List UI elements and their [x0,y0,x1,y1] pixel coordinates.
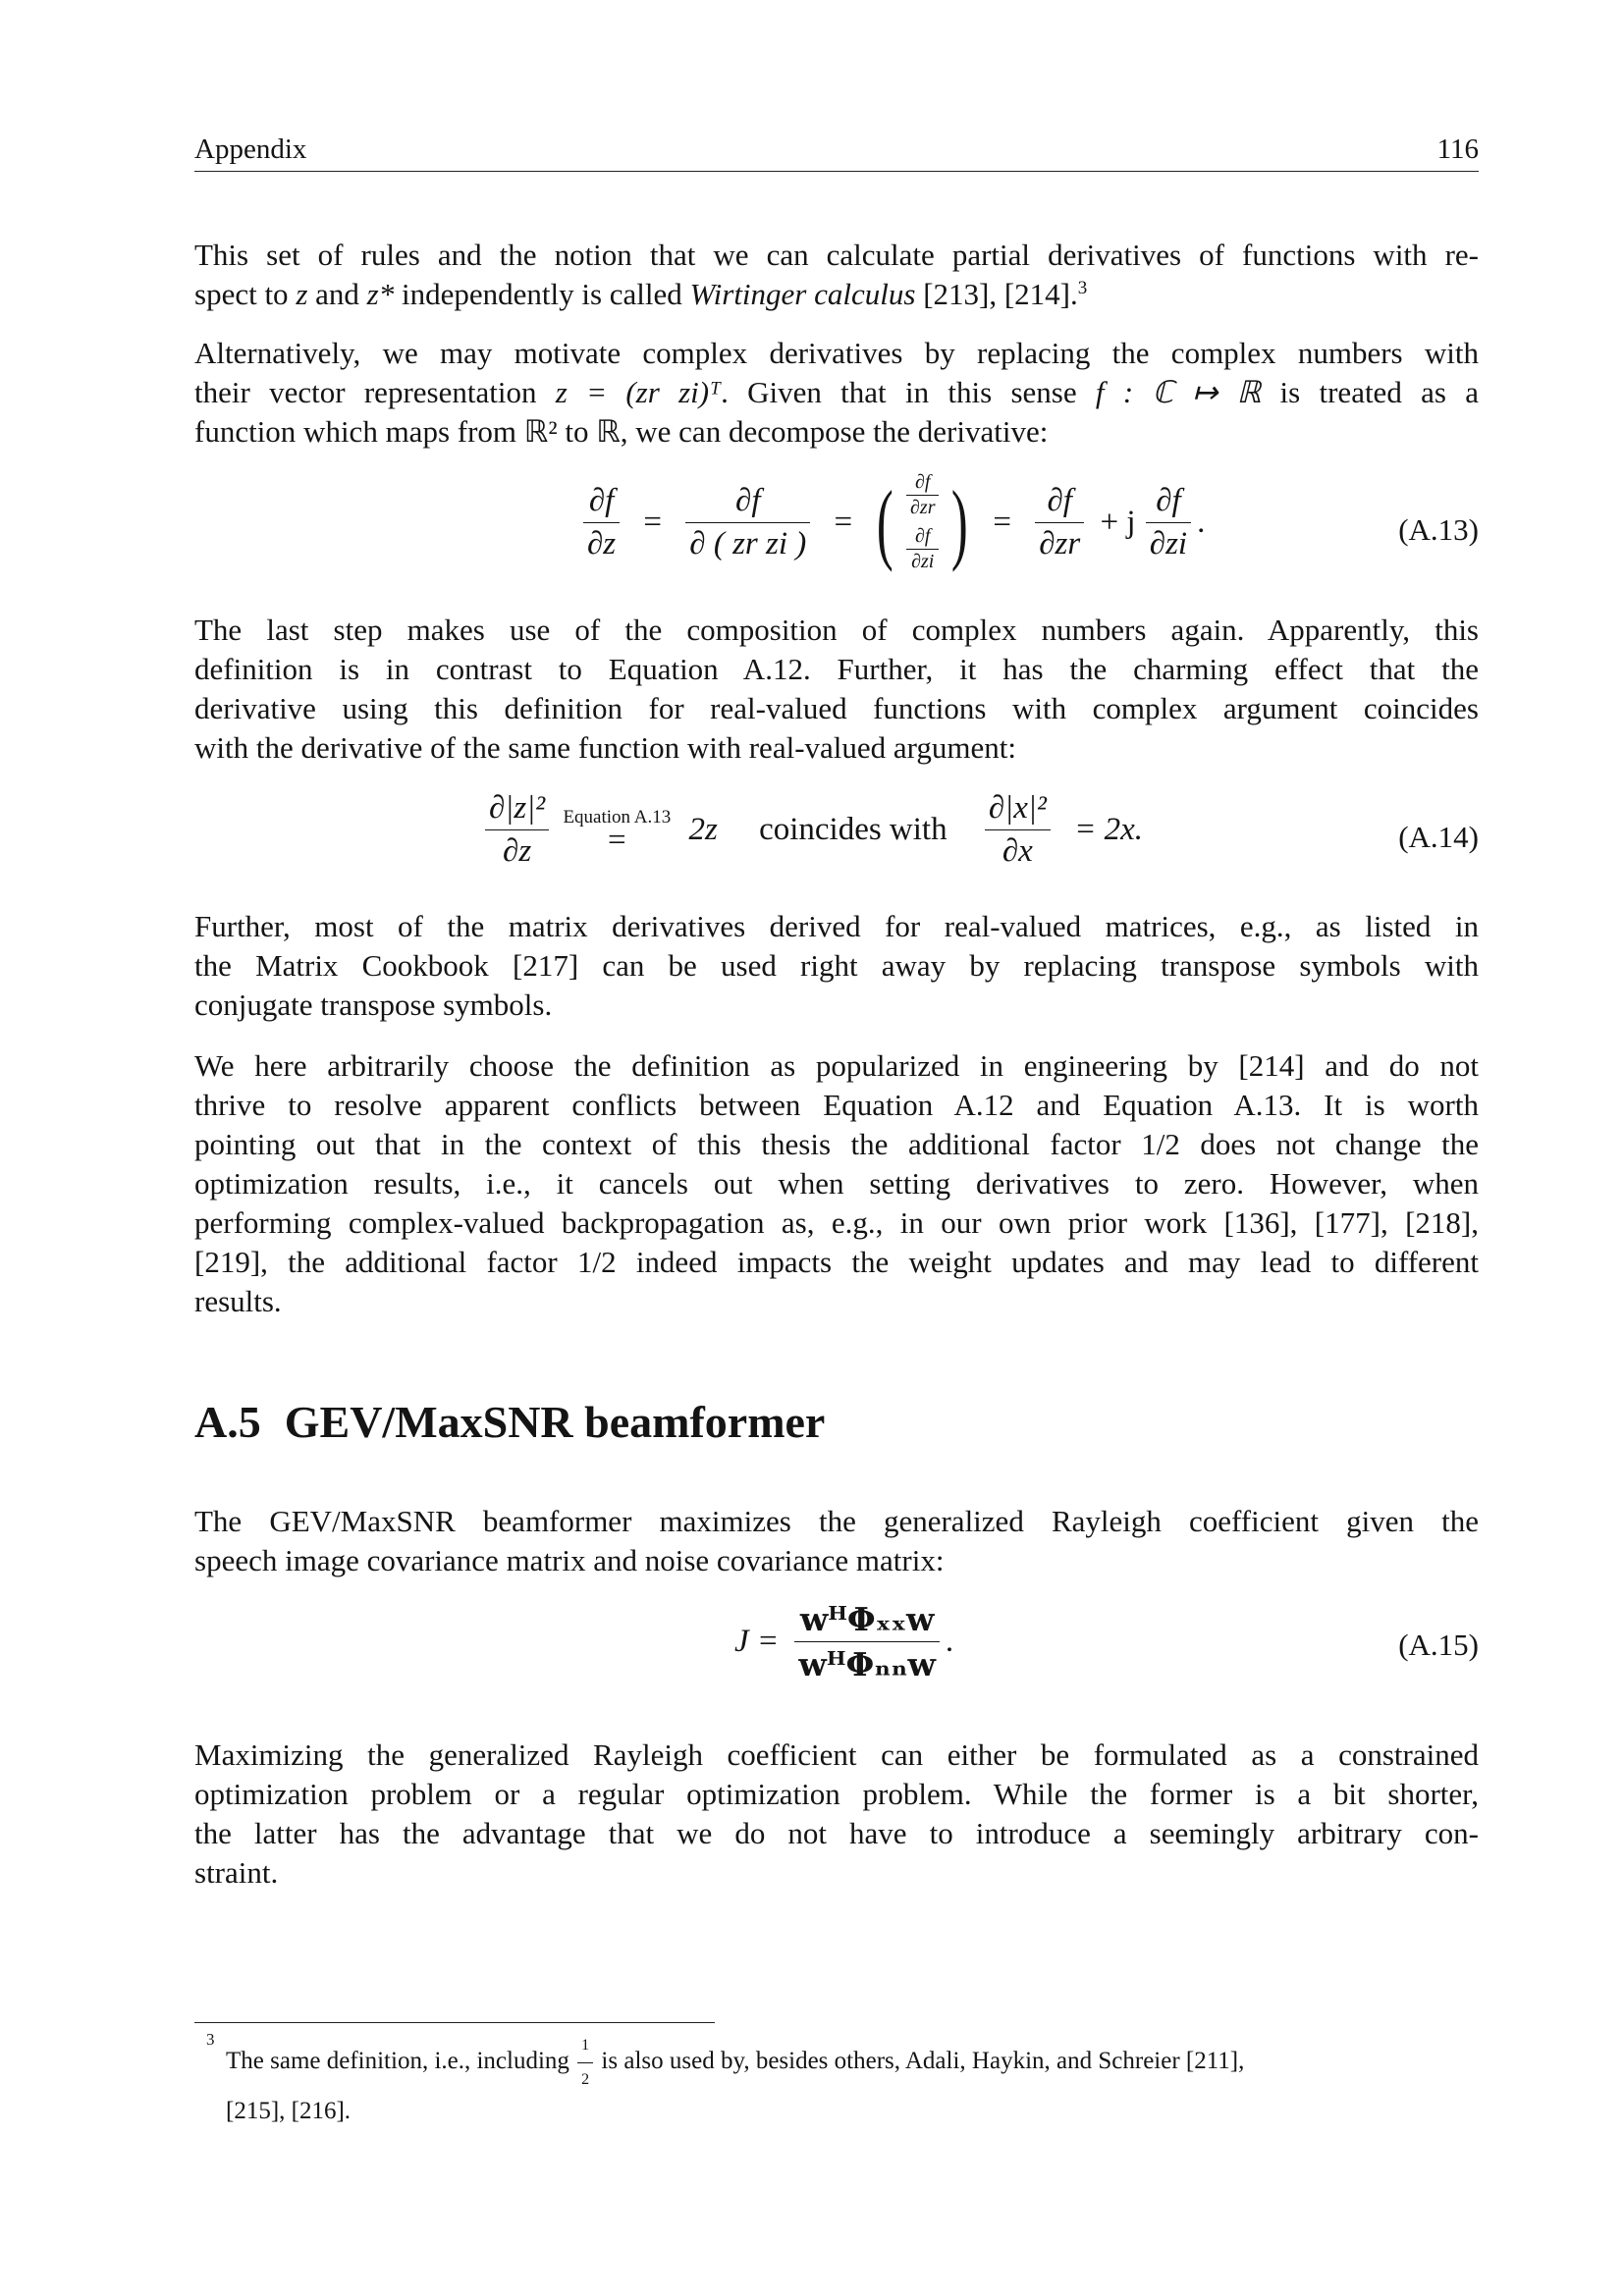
equals-label: Equation A.13 [563,806,672,828]
text-line: conjugate transpose symbols. [194,988,553,1022]
equals-with-label [563,806,672,858]
math-term: 2z [688,812,718,847]
plus-j: + j [1100,504,1136,540]
equation-body [479,790,1153,870]
text-line: speech image covariance matrix and noise covariance matrix: [194,1543,945,1577]
paragraph-composition [194,611,1479,768]
numerator: ∂f [1035,483,1084,523]
equals-sign: = [608,822,626,858]
fraction [794,1600,939,1683]
footnote-marker[interactable]: 3 [1077,278,1088,298]
text-line: Maximizing the generalized Rayleigh coefficient can either be formulated as a constrained [194,1737,1479,1772]
fraction [1146,483,1191,562]
math-term: J = [734,1624,780,1659]
denominator: ∂zr [1039,525,1081,561]
paragraph-gev-intro [194,1502,1479,1580]
text-line: The last step makes use of the composition of complex numbers again. Apparently, this [194,613,1479,647]
text-span: . Given that in this sense [721,375,1096,409]
numerator: ∂|z|² [485,790,549,830]
fraction [906,471,939,519]
math-inline: z = (zr zi)ᵀ [555,375,722,409]
denominator: ∂ ( zr zi ) [689,525,807,561]
text-line: the latter has the advantage that we do not have to introduce a seemingly arbitrary con- [194,1816,1479,1850]
math-inline: f : ℂ ↦ ℝ [1095,375,1262,409]
left-paren: ( [877,472,894,572]
denominator: ∂x [1001,833,1033,869]
emphasized-term: Wirtinger calculus [689,277,916,311]
paragraph-definition-choice [194,1046,1479,1321]
gradient-column [900,471,945,573]
period: . [945,1624,954,1659]
equation-body [725,1600,953,1683]
footnote-line [226,2037,1245,2088]
numerator: 1 [577,2030,593,2063]
footnote-mark: 3 [206,2030,215,2049]
math-var: z* [366,277,395,311]
text-line: straint. [194,1855,279,1890]
equals-sign: = [834,504,853,540]
half-fraction [577,2030,593,2096]
equation-a13 [194,471,1479,589]
footnote-rule [194,2022,715,2023]
equation-number: (A.14) [1398,820,1479,854]
numerator: ∂f [583,483,620,523]
text-line: optimization problem or a regular optimization problem. While the former is a bit shorter, [194,1777,1479,1811]
footnote-line: [215], [216]. [226,2098,352,2124]
numerator: ∂f [906,471,939,496]
text-line: the Matrix Cookbook [217] can be used right away by replacing transpose symbols with [194,948,1479,983]
text-span: is treated as a [1261,375,1479,409]
denominator: ∂z [503,833,532,869]
text-line: Further, most of the matrix derivatives derived for real-valued matrices, e.g., as listed in [194,909,1479,943]
text-line: results. [194,1284,282,1318]
page-number: 116 [1436,133,1479,165]
denominator: ∂zi [1149,525,1188,561]
numerator: ∂f [685,483,810,523]
text-line: Alternatively, we may motivate complex derivatives by replacing the complex numbers with [194,336,1479,370]
equals-sign: = [993,504,1011,540]
text-line: performing complex-valued backpropagation as, e.g., in our own prior work [136], [177], [218], [194,1205,1479,1240]
text-line: with the derivative of the same function with real-valued argument: [194,730,1017,765]
text-span: The same definition, i.e., including [226,2048,576,2075]
text-line: This set of rules and the notion that we can calculate partial derivatives of functions with re- [194,238,1479,272]
text-line [194,275,1479,314]
denominator: ∂zi [911,551,935,572]
text-span: and [307,277,367,311]
denominator: wᴴΦₙₙw [798,1645,936,1683]
footnote [206,2030,1479,2127]
header-section-label: Appendix [194,133,307,165]
text-line: thrive to resolve apparent conflicts between Equation A.12 and Equation A.13. It is worth [194,1088,1479,1122]
math-var: z [296,277,308,311]
paragraph-vector-representation [194,334,1479,452]
right-paren: ) [951,472,969,572]
text-span: is also used by, besides others, Adali, Haykin, and Schreier [211], [595,2048,1245,2075]
text-line: pointing out that in the context of this thesis the additional factor 1/2 does not change the [194,1127,1479,1161]
section-number: A.5 [194,1397,261,1447]
text-span: their vector representation [194,375,556,409]
paragraph-matrix-cookbook [194,907,1479,1025]
paragraph-wirtinger [194,236,1479,314]
equals-sign: = [643,504,663,540]
fraction [685,483,810,562]
section-heading [194,1396,825,1448]
denominator: 2 [581,2071,590,2088]
numerator: ∂f [1146,483,1191,523]
text-line: [219], the additional factor 1/2 indeed impacts the weight updates and may lead to different [194,1245,1479,1279]
fraction [1035,483,1084,562]
equation-a14 [194,790,1479,888]
numerator: ∂|x|² [985,790,1051,830]
equation-body [577,471,1205,573]
text-line: optimization results, i.e., it cancels out when setting derivatives to zero. However, when [194,1166,1479,1201]
fraction [583,483,620,562]
section-title: GEV/MaxSNR beamformer [284,1397,826,1447]
text-span: independently is called [394,277,690,311]
fraction [485,790,549,870]
paragraph-rayleigh [194,1735,1479,1893]
text-line: The GEV/MaxSNR beamformer maximizes the generalized Rayleigh coefficient given the [194,1504,1479,1538]
fraction [906,525,939,573]
numerator: ∂f [906,525,939,550]
text-line: derivative using this definition for real-valued functions with complex argument coincides [194,691,1479,725]
period: . [1197,504,1206,540]
running-header [194,130,1479,172]
equation-a15 [194,1600,1479,1698]
equation-number: (A.15) [1398,1628,1479,1662]
text-line [194,373,1479,412]
fraction [985,790,1051,870]
equation-number: (A.13) [1398,512,1479,547]
coincides-text: coincides with [759,812,947,847]
denominator: ∂zr [910,497,936,518]
text-line: function which maps from ℝ² to ℝ, we can decompose the derivative: [194,414,1049,449]
text-line: definition is in contrast to Equation A.12. Further, it has the charming effect that the [194,652,1479,686]
text-line: We here arbitrarily choose the definition as popularized in engineering by [214] and do not [194,1048,1479,1083]
denominator: ∂z [587,525,617,561]
math-term: = 2x. [1074,812,1144,847]
numerator: wᴴΦₓₓw [794,1600,939,1642]
citation: [213], [214]. [915,277,1078,311]
text-span: spect to [194,277,297,311]
